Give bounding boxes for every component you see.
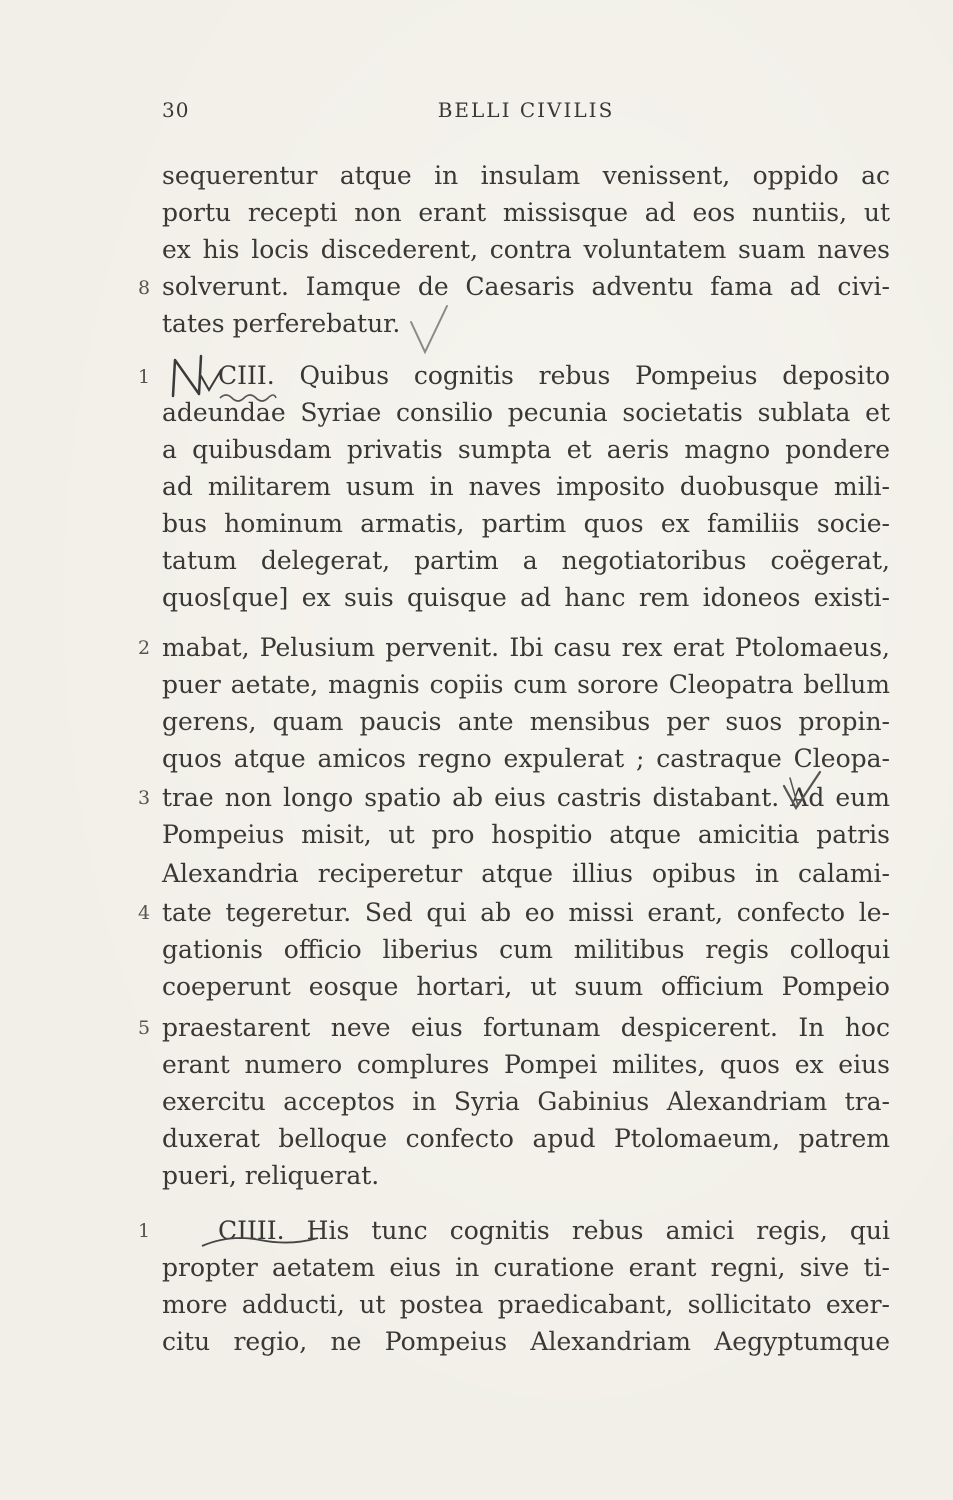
section-heading-line: CIII. Quibus cognitis rebus Pompeius deposito xyxy=(218,361,890,390)
text-line: a quibusdam privatis sumpta et aeris magno pondere xyxy=(162,435,890,464)
text-line: coeperunt eosque hortari, ut suum officium Pompeio xyxy=(162,972,890,1001)
margin-number: 5 xyxy=(138,1017,151,1039)
text-line: tates perferebatur. xyxy=(162,309,401,338)
text-line: adeundae Syriae consilio pecunia societatis sublata et xyxy=(162,398,890,427)
text-line: puer aetate, magnis copiis cum sorore Cleopatra bellum xyxy=(162,670,890,699)
text-line: sequerentur atque in insulam venissent, oppido ac xyxy=(162,161,890,190)
text-line: tate tegeretur. Sed qui ab eo missi erant, confecto le- xyxy=(162,898,890,927)
text-line: exercitu acceptos in Syria Gabinius Alexandriam tra- xyxy=(162,1087,890,1116)
text-line: quos atque amicos regno expulerat ; castraque Cleopa- xyxy=(162,744,890,773)
text-line: quos[que] ex suis quisque ad hanc rem idoneos existi- xyxy=(162,583,890,612)
margin-number: 4 xyxy=(138,902,151,924)
page-header xyxy=(162,98,890,128)
text-line: tatum delegerat, partim a negotiatoribus coëgerat, xyxy=(162,546,890,575)
text-line: erant numero complures Pompei milites, quos ex eius xyxy=(162,1050,890,1079)
text-line: praestarent neve eius fortunam despicerent. In hoc xyxy=(162,1013,890,1042)
margin-number: 8 xyxy=(138,277,151,299)
section-heading-line: CIIII. His tunc cognitis rebus amici regis, qui xyxy=(218,1216,890,1245)
text-line: citu regio, ne Pompeius Alexandriam Aegyptumque xyxy=(162,1327,890,1356)
text-line: Pompeius misit, ut pro hospitio atque amicitia patris xyxy=(162,820,890,849)
margin-number: 3 xyxy=(138,787,151,809)
margin-number: 2 xyxy=(138,637,151,659)
text-line: ad militarem usum in naves imposito duobusque mili- xyxy=(162,472,890,501)
text-line: ex his locis discederent, contra voluntatem suam naves xyxy=(162,235,890,264)
text-line: propter aetatem eius in curatione erant regni, sive ti- xyxy=(162,1253,890,1282)
text-line: more adducti, ut postea praedicabant, sollicitato exer- xyxy=(162,1290,890,1319)
text-line: Alexandria reciperetur atque illius opibus in calami- xyxy=(162,859,890,888)
page-number: 30 xyxy=(162,98,190,122)
running-title: BELLI CIVILIS xyxy=(437,98,615,122)
text-line: mabat, Pelusium pervenit. Ibi casu rex erat Ptolomaeus, xyxy=(162,633,890,662)
text-line: bus hominum armatis, partim quos ex familiis socie- xyxy=(162,509,890,538)
text-line: portu recepti non erant missisque ad eos nuntiis, ut xyxy=(162,198,890,227)
text-line: gerens, quam paucis ante mensibus per suos propin- xyxy=(162,707,890,736)
text-line: pueri, reliquerat. xyxy=(162,1161,380,1190)
text-line: duxerat belloque confecto apud Ptolomaeum, patrem xyxy=(162,1124,890,1153)
text-line: solverunt. Iamque de Caesaris adventu fama ad civi- xyxy=(162,272,890,301)
text-line: trae non longo spatio ab eius castris distabant. Ad eum xyxy=(162,783,890,812)
text-line: gationis officio liberius cum militibus regis colloqui xyxy=(162,935,890,964)
margin-number: 1 xyxy=(138,366,151,388)
margin-number: 1 xyxy=(138,1220,151,1242)
